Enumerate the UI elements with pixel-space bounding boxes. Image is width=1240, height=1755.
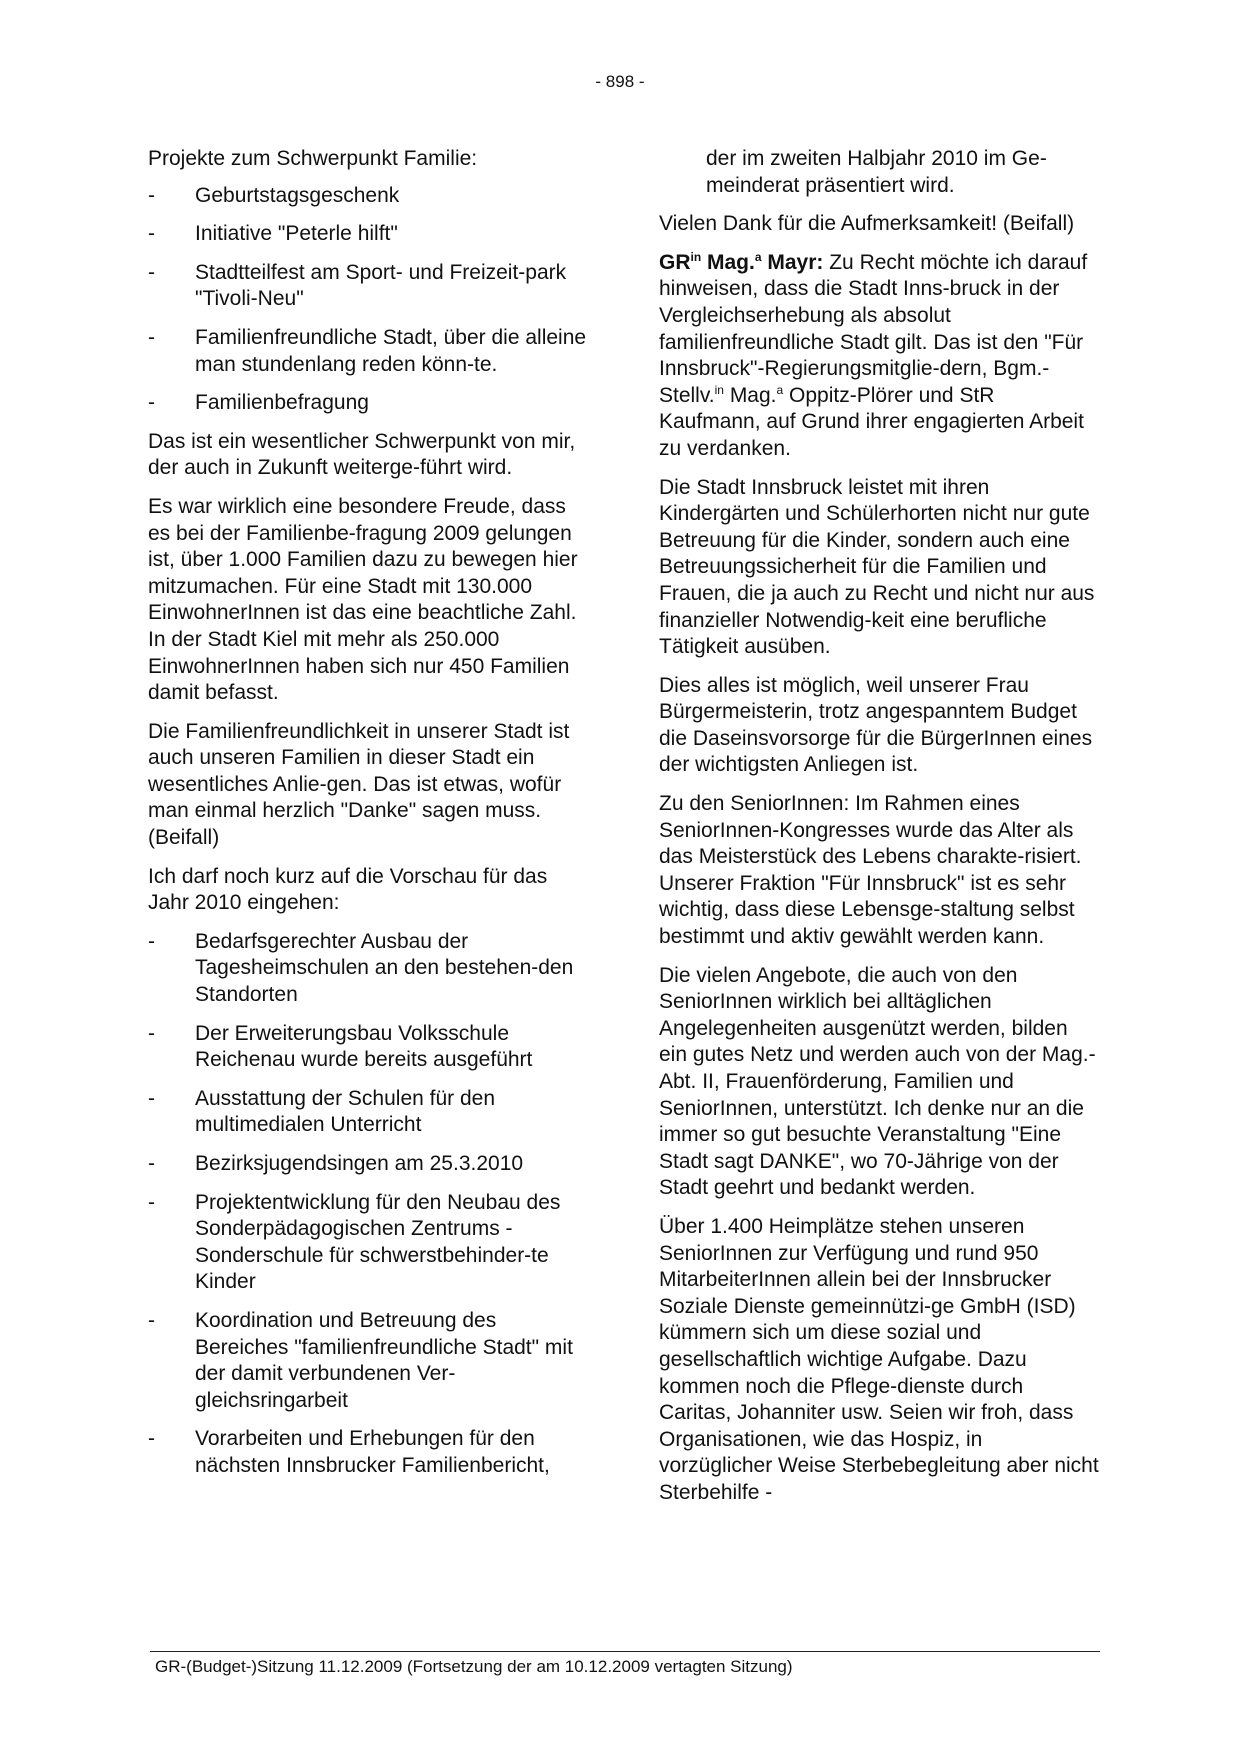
list-dash: - — [148, 183, 155, 207]
list-item — [148, 1426, 588, 1479]
footer-text: GR-(Budget-)Sitzung 11.12.2009 (Fortsetzung der am 10.12.2009 vertagten Sitzung) — [155, 1657, 793, 1676]
speech-sup-1: in — [714, 382, 724, 397]
speaker-title-gr: GR — [659, 250, 691, 274]
speaker-title-mag-sup: a — [754, 249, 762, 264]
list-item — [148, 183, 588, 210]
speaker-title-gr-sup: in — [690, 249, 702, 264]
list-item-text: Familienbefragung — [195, 391, 369, 415]
list-item — [148, 929, 588, 1009]
list-dash: - — [148, 1152, 155, 1175]
list-item-text: Familienfreundliche Stadt, über die alleine man stundenlang reden könn-te. — [195, 325, 587, 376]
list-item — [148, 390, 588, 417]
speaker-title-mag: Mag. — [701, 250, 755, 274]
list-item-text: Koordination und Betreuung des Bereiches "familienfreundliche Stadt" mit der damit verbundenen Ver-gleichsringarbeit — [195, 1308, 573, 1412]
list-item — [148, 1086, 588, 1139]
preview-intro: Ich darf noch kurz auf die Vorschau für das Jahr 2010 eingehen: — [148, 864, 548, 915]
list-item — [148, 1190, 588, 1296]
list-item — [148, 221, 588, 248]
indented-paragraph: Die Familienfreundlichkeit in unserer Stadt ist auch unseren Familien in dieser Stadt ein wesentliches Anlie-gen. Das ist etwas, wofür man einmal herzlich "Danke" sagen muss. (Beifall) — [148, 719, 570, 850]
right-column — [659, 146, 1101, 1519]
list-dash: - — [148, 1308, 155, 1332]
body-paragraph: Die vielen Angebote, die auch von den SeniorInnen wirklich bei alltäglichen Angelegenheiten ausgenützt werden, bilden ein gutes Netz und werden auch von der Mag.-Abt. II, Frauenförderung, Familien und SeniorInnen, unterstützt. Ich denke nur an die immer so gut besuchte Veranstaltung "Eine Stadt sagt DANKE", wo 70-Jährige von der Stadt geehrt und bedankt werden. — [659, 963, 1096, 1200]
list-dash: - — [148, 1021, 155, 1045]
list-dash: - — [148, 1190, 155, 1214]
list-dash: - — [148, 260, 155, 284]
indented-paragraph: Es war wirklich eine besondere Freude, dass es bei der Familienbe-fragung 2009 gelungen ist, über 1.000 Familien dazu zu bewegen hier mitzumachen. Für eine Stadt mit 130.000 EinwohnerInnen ist das eine beachtliche Zahl. In der Stadt Kiel mit mehr als 250.000 EinwohnerInnen haben sich nur 450 Familien damit befasst. — [148, 494, 578, 705]
body-paragraph: Dies alles ist möglich, weil unserer Frau Bürgermeisterin, trotz angespanntem Budget die Daseinsvorsorge für die BürgerInnen eines der wichtigsten Anliegen ist. — [659, 673, 1093, 777]
list-item — [148, 325, 588, 378]
list-item — [148, 260, 588, 313]
list-item-text: Stadtteilfest am Sport- und Freizeit-park "Tivoli-Neu" — [195, 260, 567, 311]
body-paragraph: Zu den SeniorInnen: Im Rahmen eines SeniorInnen-Kongresses wurde das Alter als das Meisterstück des Lebens charakte-risiert. Unserer Fraktion "Für Innsbruck" ist es sehr wichtig, dass diese Lebensge-staltung selbst bestimmt und aktiv gewählt werden kann. — [659, 792, 1082, 949]
speech-paragraph — [659, 250, 1101, 463]
list-item — [148, 1021, 588, 1074]
list-item-text: Initiative "Peterle hilft" — [195, 222, 398, 246]
list-dash: - — [148, 222, 155, 246]
speech-text-2: Mag. — [723, 383, 777, 407]
speaker-surname: Mayr: — [761, 250, 824, 274]
thanks-paragraph: Vielen Dank für die Aufmerksamkeit! (Beifall) — [659, 212, 1075, 236]
list-dash: - — [148, 391, 155, 415]
list-item-text: Vorarbeiten und Erhebungen für den nächsten Innsbrucker Familienbericht, — [195, 1427, 550, 1477]
list-dash: - — [148, 1086, 155, 1110]
list-dash: - — [148, 1427, 155, 1451]
list-dash: - — [148, 325, 155, 349]
speaker-name — [659, 251, 823, 274]
list-item — [148, 1308, 588, 1414]
body-paragraph: Über 1.400 Heimplätze stehen unseren SeniorInnen zur Verfügung und rund 950 MitarbeiterInnen allein bei der Innsbrucker Soziale Dienste gemeinnützi-ge GmbH (ISD) kümmern sich um diese sozial und gesellschaftlich wichtige Aufgabe. Dazu kommen noch die Pflege-dienste durch Caritas, Johanniter usw. Seien wir froh, dass Organisationen, wie das Hospiz, in vorzüglicher Weise Sterbebegleitung aber nicht Sterbehilfe - — [659, 1214, 1099, 1504]
list-item-text: Der Erweiterungsbau Volksschule Reichenau wurde bereits ausgeführt — [195, 1021, 533, 1072]
footer-divider — [150, 1651, 1100, 1652]
body-paragraph: Die Stadt Innsbruck leistet mit ihren Kindergärten und Schülerhorten nicht nur gute Betreuung für die Kinder, sondern auch eine Betreuungssicherheit für die Familien und Frauen, die ja auch zu Recht und nicht nur aus finanzieller Notwendig-keit eine berufliche Tätigkeit ausüben. — [659, 475, 1095, 659]
speech-text-1: Zu Recht möchte ich darauf hinweisen, dass die Stadt Inns-bruck in der Vergleichserhebung als absolut familienfreundliche Stadt gilt. Das ist den "Für Innsbruck"-Regierungsmitglie-dern, Bgm.-Stellv. — [659, 250, 1088, 407]
speech-sup-2: a — [776, 382, 784, 397]
page-number: - 898 - — [595, 72, 645, 91]
left-column — [148, 146, 588, 1492]
list-item — [148, 1151, 588, 1178]
speech-text-3: Oppitz-Plörer und StR Kaufmann, auf Grund ihrer engagierten Arbeit zu verdanken. — [659, 383, 1084, 460]
indented-paragraph: Das ist ein wesentlicher Schwerpunkt von mir, der auch in Zukunft weiterge-führt wird. — [148, 429, 576, 480]
list-item-text: Bezirksjugendsingen am 25.3.2010 — [195, 1152, 524, 1175]
list-item-text: Bedarfsgerechter Ausbau der Tagesheimschulen an den bestehen-den Standorten — [195, 929, 574, 1007]
list-dash: - — [148, 929, 155, 953]
family-projects-intro: Projekte zum Schwerpunkt Familie: — [148, 147, 478, 170]
list-item-text: Ausstattung der Schulen für den multimedialen Unterricht — [195, 1086, 496, 1137]
continuation-paragraph: der im zweiten Halbjahr 2010 im Ge-meinderat präsentiert wird. — [706, 147, 1047, 197]
list-item-text: Geburtstagsgeschenk — [195, 183, 400, 207]
list-item-text: Projektentwicklung für den Neubau des Sonderpädagogischen Zentrums - Sonderschule für schwerstbehinder-te Kinder — [195, 1190, 561, 1294]
